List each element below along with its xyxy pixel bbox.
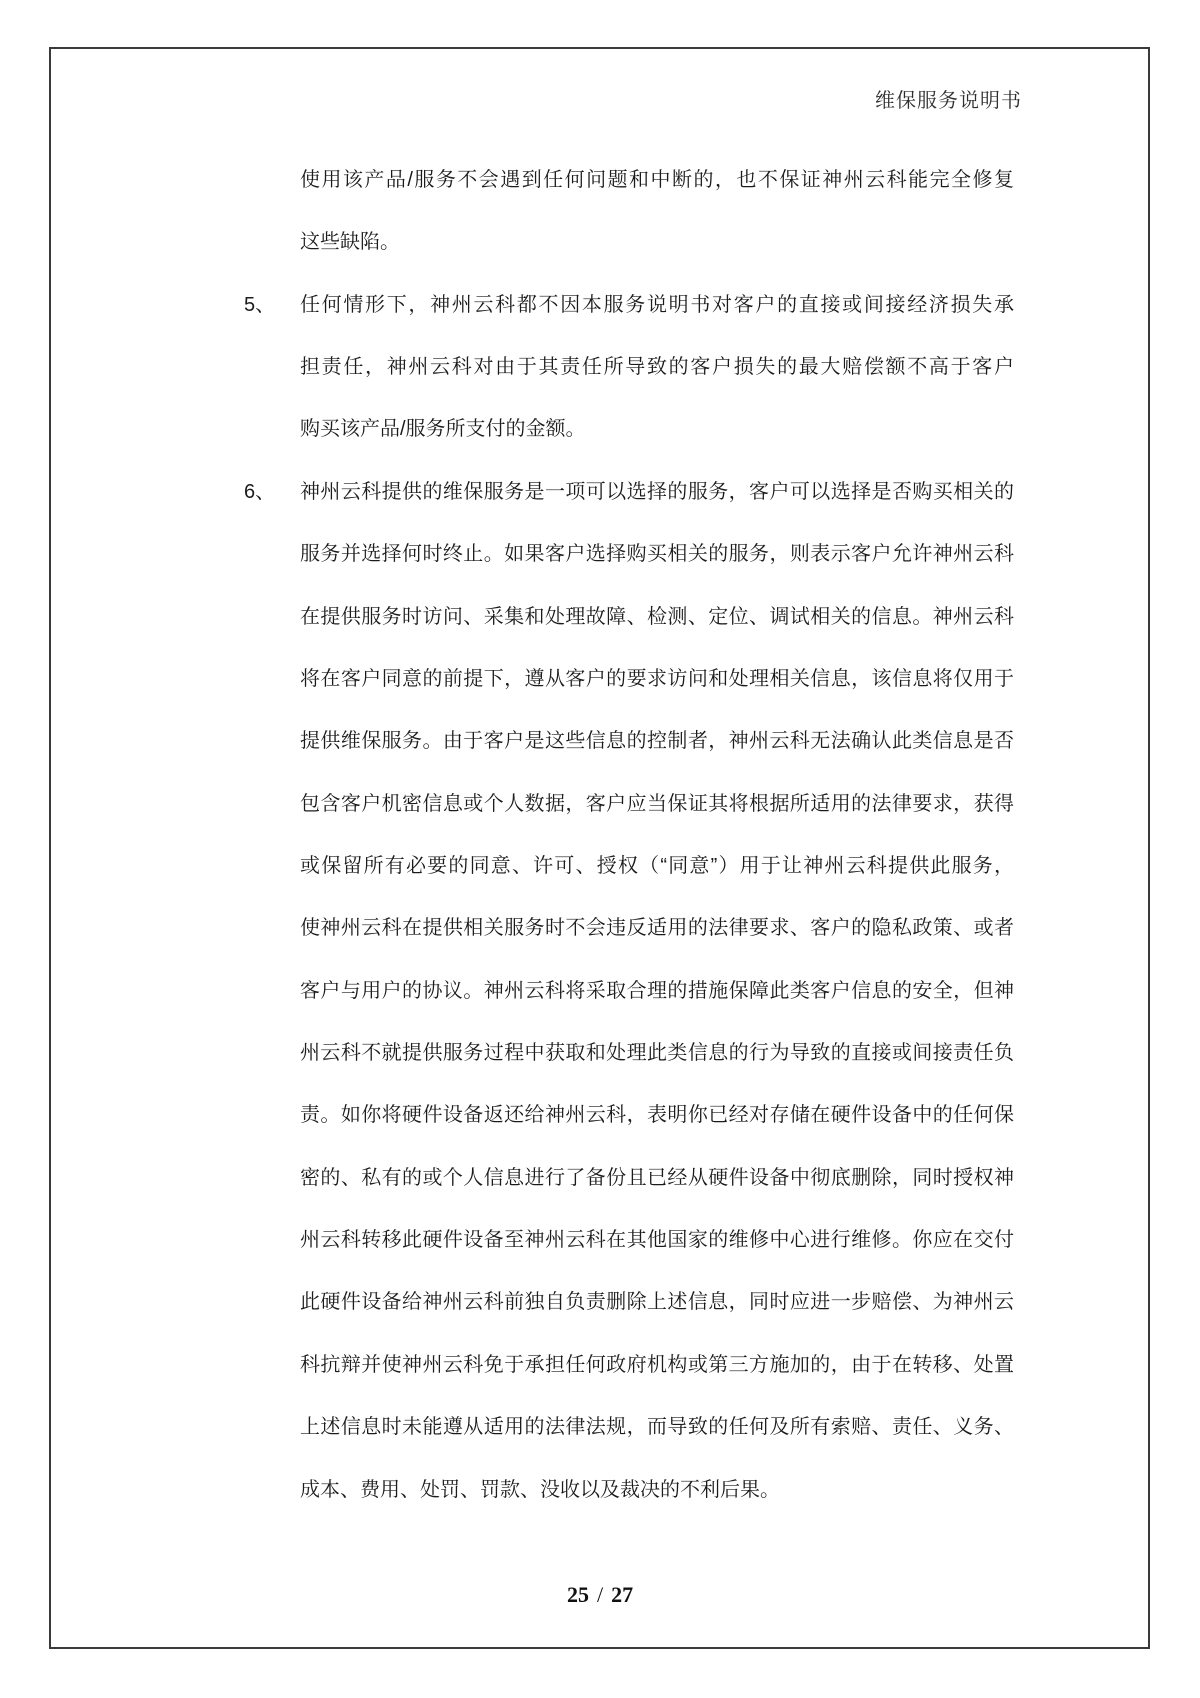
- header-title: 维保服务说明书: [875, 90, 1022, 112]
- body-text-line: [300, 1022, 1014, 1084]
- body-text-line: [300, 398, 1014, 460]
- body-text-line: [300, 586, 1014, 648]
- body-text-line: [300, 960, 1014, 1022]
- body-text: 成本、费用、处罚、罚款、没收以及裁决的不利后果。: [300, 1478, 780, 1501]
- body-text-line: [300, 523, 1014, 585]
- body-text-line: [300, 149, 1014, 211]
- body-text: 任何情形下，神州云科都不因本服务说明书对客户的直接或间接经济损失承: [300, 293, 1014, 316]
- body-text-line: [300, 710, 1014, 772]
- body-text: 使神州云科在提供相关服务时不会违反适用的法律要求、客户的隐私政策、或者: [300, 917, 1014, 940]
- body-text-line: [300, 1396, 1014, 1458]
- list-item-number: 6、: [244, 480, 276, 503]
- body-text: 包含客户机密信息或个人数据，客户应当保证其将根据所适用的法律要求，获得: [300, 792, 1014, 815]
- body-text-line: [300, 1271, 1014, 1333]
- body-text: 客户与用户的协议。神州云科将采取合理的措施保障此类客户信息的安全，但神: [300, 979, 1014, 1002]
- list-item-number: 5、: [244, 293, 276, 316]
- body-text: 密的、私有的或个人信息进行了备份且已经从硬件设备中彻底删除，同时授权神: [300, 1166, 1014, 1189]
- body-text-line: [300, 211, 1014, 273]
- page-footer: [0, 1582, 1200, 1608]
- page-number-separator: /: [596, 1582, 604, 1607]
- page-header: [875, 84, 1022, 113]
- body-text: 或保留所有必要的同意、许可、授权（“同意”）用于让神州云科提供此服务，: [300, 854, 1014, 877]
- body-text-line: [300, 835, 1014, 897]
- body-text: 使用该产品/服务不会遇到任何问题和中断的，也不保证神州云科能完全修复: [300, 169, 1014, 191]
- body-text: 责。如你将硬件设备返还给神州云科，表明你已经对存储在硬件设备中的任何保: [300, 1104, 1014, 1127]
- body-text-line: [300, 1084, 1014, 1146]
- list-item-line: [244, 274, 1014, 336]
- body-text: 神州云科提供的维保服务是一项可以选择的服务，客户可以选择是否购买相关的: [300, 480, 1014, 503]
- body-text-line: [300, 1459, 1014, 1521]
- current-page-number: 25: [566, 1582, 589, 1607]
- body-text: 在提供服务时访问、采集和处理故障、检测、定位、调试相关的信息。神州云科: [300, 605, 1014, 628]
- body-text-line: [300, 336, 1014, 398]
- body-text: 服务并选择何时终止。如果客户选择购买相关的服务，则表示客户允许神州云科: [300, 543, 1014, 566]
- body-text: 购买该产品/服务所支付的金额。: [300, 418, 586, 441]
- list-item-line: [244, 461, 1014, 523]
- body-text: 州云科转移此硬件设备至神州云科在其他国家的维修中心进行维修。你应在交付: [300, 1229, 1014, 1252]
- body-text: 此硬件设备给神州云科前独自负责删除上述信息，同时应进一步赔偿、为神州云: [300, 1291, 1014, 1314]
- body-text: 担责任，神州云科对由于其责任所导致的客户损失的最大赔偿额不高于客户: [300, 356, 1014, 379]
- body-text-line: [300, 648, 1014, 710]
- body-text-line: [300, 773, 1014, 835]
- body-text-line: [300, 897, 1014, 959]
- body-text: 这些缺陷。: [300, 231, 400, 254]
- document-body: [244, 149, 1014, 1521]
- total-page-number: 27: [611, 1582, 634, 1607]
- body-text-line: [300, 1209, 1014, 1271]
- body-text: 提供维保服务。由于客户是这些信息的控制者，神州云科无法确认此类信息是否: [300, 730, 1014, 753]
- body-text: 将在客户同意的前提下，遵从客户的要求访问和处理相关信息，该信息将仅用于: [300, 667, 1014, 690]
- body-text-line: [300, 1334, 1014, 1396]
- body-text: 州云科不就提供服务过程中获取和处理此类信息的行为导致的直接或间接责任负: [300, 1042, 1014, 1065]
- body-text-line: [300, 1147, 1014, 1209]
- body-text: 上述信息时未能遵从适用的法律法规，而导致的任何及所有索赔、责任、义务、: [300, 1416, 1014, 1439]
- body-text: 科抗辩并使神州云科免于承担任何政府机构或第三方施加的，由于在转移、处置: [300, 1353, 1014, 1376]
